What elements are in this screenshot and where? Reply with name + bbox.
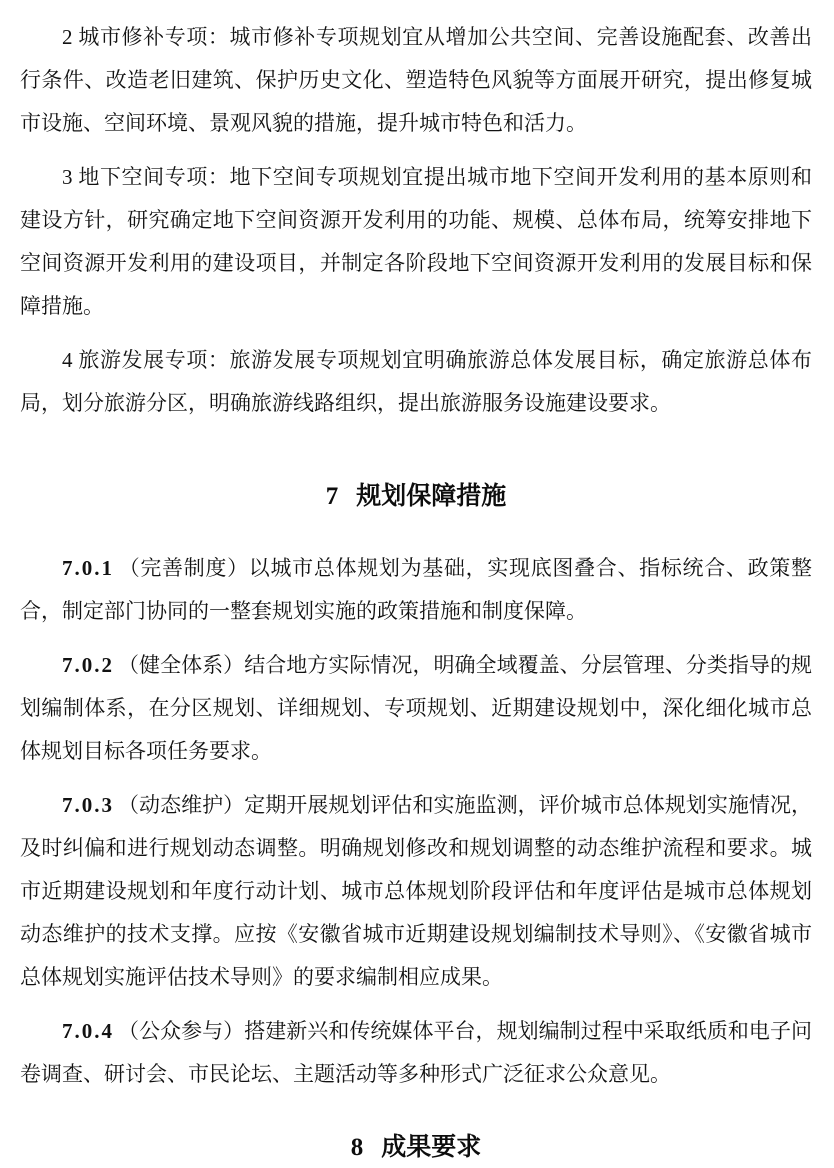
chapter-7-number: 7 [325, 483, 339, 510]
clause-7-0-2-number: 7.0.2 [62, 653, 114, 677]
paragraph-city-repair-special: 2 城市修补专项：城市修补专项规划宜从增加公共空间、完善设施配套、改善出行条件、改造老旧建筑、保护历史文化、塑造特色风貌等方面展开研究，提出修复城市设施、空间环境、景观风貌的措施，提升城市特色和活力。 [20, 25, 812, 135]
chapter-7-title: 规划保障措施 [356, 483, 507, 510]
clause-7-0-3 [20, 784, 812, 999]
paragraph-underground-space-special: 3 地下空间专项：地下空间专项规划宜提出城市地下空间开发利用的基本原则和建设方针，研究确定地下空间资源开发利用的功能、规模、总体布局，统筹安排地下空间资源开发利用的建设项目，并制定各阶段地下空间资源开发利用的发展目标和保障措施。 [20, 165, 812, 318]
clause-7-0-1-number: 7.0.1 [62, 556, 114, 580]
chapter-8-heading [20, 1132, 812, 1164]
clause-7-0-2-text: （健全体系）结合地方实际情况，明确全域覆盖、分层管理、分类指导的规划编制体系，在分区规划、详细规划、专项规划、近期建设规划中，深化细化城市总体规划目标各项任务要求。 [20, 653, 812, 763]
clause-7-0-4 [20, 1010, 812, 1096]
paragraph-tourism-development-special: 4 旅游发展专项：旅游发展专项规划宜明确旅游总体发展目标，确定旅游总体布局，划分旅游分区，明确旅游线路组织，提出旅游服务设施建设要求。 [20, 348, 812, 415]
clause-7-0-1 [20, 547, 812, 633]
clause-7-0-4-number: 7.0.4 [62, 1019, 114, 1043]
clause-7-0-4-text: （公众参与）搭建新兴和传统媒体平台，规划编制过程中采取纸质和电子问卷调查、研讨会、市民论坛、主题活动等多种形式广泛征求公众意见。 [20, 1019, 812, 1086]
chapter-7-heading [20, 481, 812, 513]
chapter-7-clauses [20, 547, 812, 1096]
chapter-8-number: 8 [350, 1134, 364, 1161]
clause-7-0-2 [20, 644, 812, 773]
clause-7-0-1-text: （完善制度）以城市总体规划为基础，实现底图叠合、指标统合、政策整合，制定部门协同的一整套规划实施的政策措施和制度保障。 [20, 556, 812, 623]
special-plans-list [20, 16, 812, 425]
clause-7-0-3-number: 7.0.3 [62, 793, 114, 817]
clause-7-0-3-text: （动态维护）定期开展规划评估和实施监测，评价城市总体规划实施情况，及时纠偏和进行规划动态调整。明确规划修改和规划调整的动态维护流程和要求。城市近期建设规划和年度行动计划、城市总体规划阶段评估和年度评估是城市总体规划动态维护的技术支撑。应按《安徽省城市近期建设规划编制技术导则》、《安徽省城市总体规划实施评估技术导则》的要求编制相应成果。 [20, 793, 812, 989]
chapter-8-title: 成果要求 [381, 1134, 482, 1161]
